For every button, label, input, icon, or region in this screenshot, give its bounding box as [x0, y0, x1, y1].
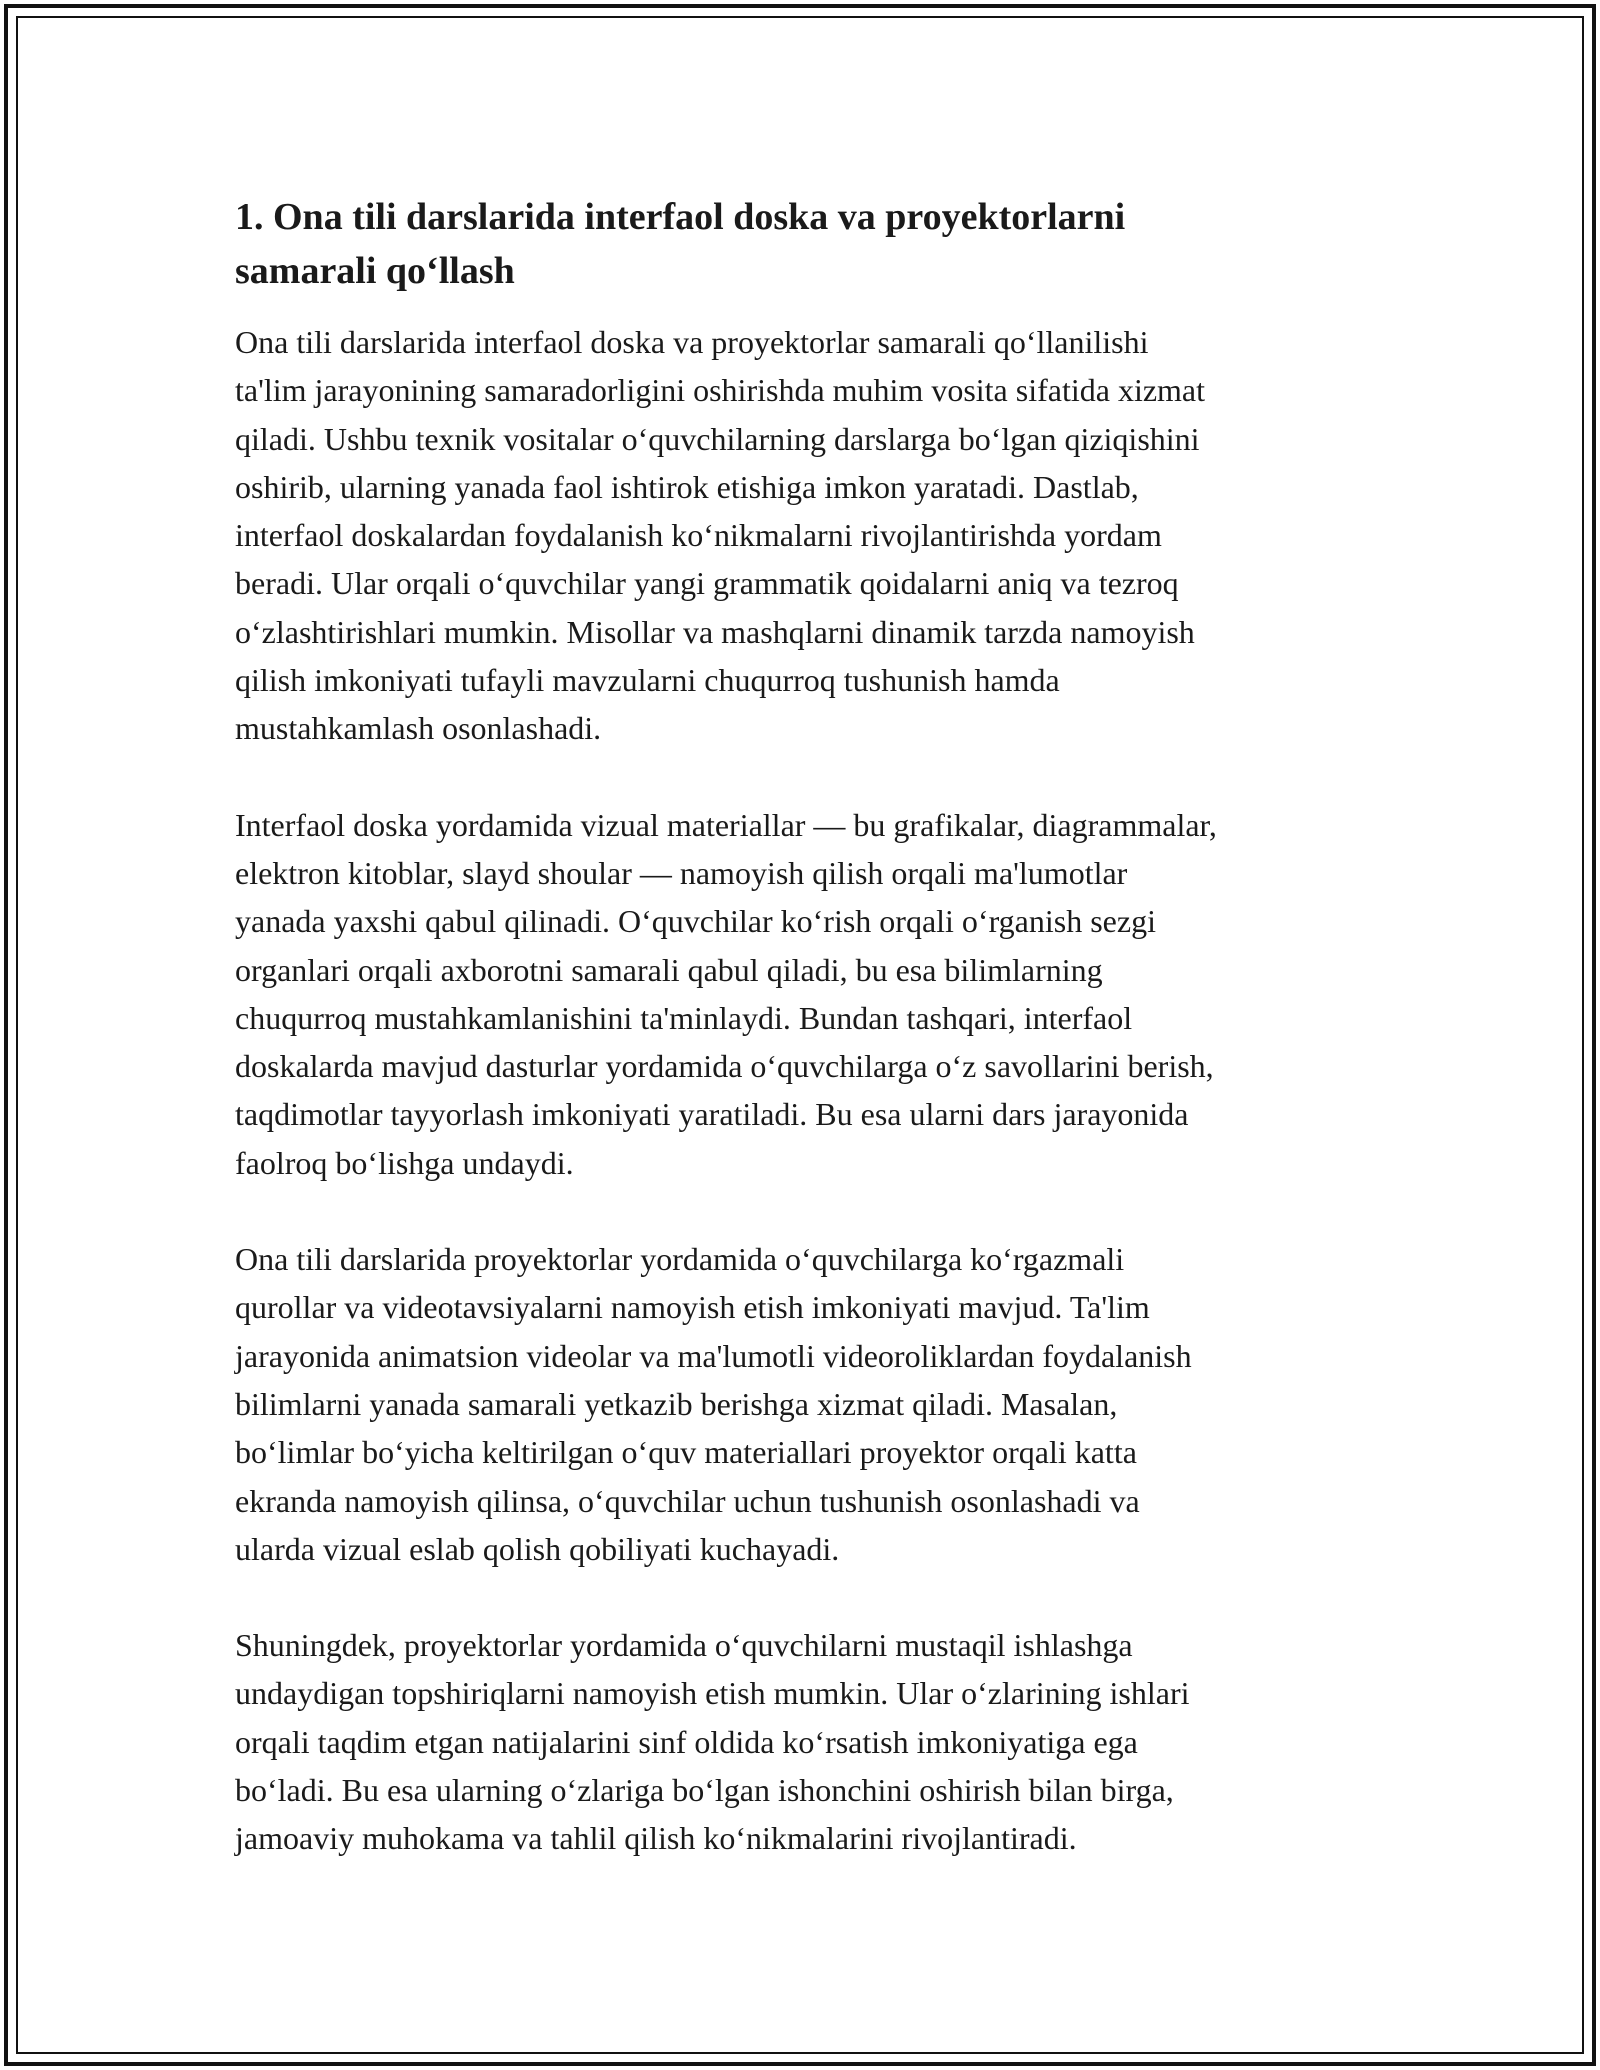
heading-line: samarali qo‘llash [235, 250, 515, 292]
text-line: Shuningdek, proyektorlar yordamida o‘quvchilarni mustaqil ishlashga [235, 1627, 1133, 1664]
text-line: interfaol doskalardan foydalanish ko‘nikmalarni rivojlantirishda yordam [235, 517, 1162, 554]
text-line: bo‘ladi. Bu esa ularning o‘zlariga bo‘lgan ishonchini oshirish bilan birga, [235, 1772, 1174, 1809]
text-line: faolroq bo‘lishga undaydi. [235, 1144, 574, 1181]
text-line: doskalarda mavjud dasturlar yordamida o‘quvchilarga o‘z savollarini berish, [235, 1048, 1214, 1085]
text-line: jarayonida animatsion videolar va ma'lumotli videoroliklardan foydalanish [235, 1337, 1192, 1374]
text-line: ta'lim jarayonining samaradorligini oshirishda muhim vosita sifatida xizmat [235, 372, 1206, 409]
text-line: undaydigan topshiriqlarni namoyish etish mumkin. Ular o‘zlarining ishlari [235, 1675, 1190, 1712]
text-line: oshirib, ularning yanada faol ishtirok etishiga imkon yaratadi. Dastlab, [235, 468, 1139, 505]
paragraph-1 [235, 318, 1375, 753]
section-heading [235, 190, 1375, 298]
text-line: qilish imkoniyati tufayli mavzularni chuqurroq tushunish hamda [235, 662, 1060, 699]
text-line: beradi. Ular orqali o‘quvchilar yangi grammatik qoidalarni aniq va tezroq [235, 565, 1179, 602]
text-line: ularda vizual eslab qolish qobiliyati kuchayadi. [235, 1530, 840, 1567]
text-line: jamoaviy muhokama va tahlil qilish ko‘nikmalarini rivojlantiradi. [235, 1820, 1077, 1857]
text-line: chuqurroq mustahkamlanishini ta'minlaydi. Bundan tashqari, interfaol [235, 999, 1133, 1036]
text-line: o‘zlashtirishlari mumkin. Misollar va mashqlarni dinamik tarzda namoyish [235, 613, 1195, 650]
text-line: orqali taqdim etgan natijalarini sinf oldida ko‘rsatish imkoniyatiga ega [235, 1723, 1138, 1760]
text-line: yanada yaxshi qabul qilinadi. O‘quvchilar ko‘rish orqali o‘rganish sezgi [235, 903, 1156, 940]
text-line: ekranda namoyish qilinsa, o‘quvchilar uchun tushunish osonlashadi va [235, 1482, 1140, 1519]
text-line: mustahkamlash osonlashadi. [235, 710, 602, 747]
text-line: elektron kitoblar, slayd shoular — namoyish qilish orqali ma'lumotlar [235, 854, 1128, 891]
paragraph-2 [235, 801, 1375, 1187]
text-line: Interfaol doska yordamida vizual materiallar — bu grafikalar, diagrammalar, [235, 806, 1217, 843]
text-line: organlari orqali axborotni samarali qabul qiladi, bu esa bilimlarning [235, 951, 1103, 988]
paragraph-4 [235, 1621, 1375, 1862]
heading-line: 1. Ona tili darslarida interfaol doska va proyektorlarni [235, 196, 1126, 238]
text-line: bilimlarni yanada samarali yetkazib berishga xizmat qiladi. Masalan, [235, 1385, 1118, 1422]
text-line: Ona tili darslarida proyektorlar yordamida o‘quvchilarga ko‘rgazmali [235, 1241, 1125, 1278]
text-line: qiladi. Ushbu texnik vositalar o‘quvchilarning darslarga bo‘lgan qiziqishini [235, 420, 1200, 457]
paragraph-3 [235, 1235, 1375, 1573]
document-body [235, 190, 1375, 1911]
text-line: bo‘limlar bo‘yicha keltirilgan o‘quv materiallari proyektor orqali katta [235, 1434, 1137, 1471]
text-line: qurollar va videotavsiyalarni namoyish etish imkoniyati mavjud. Ta'lim [235, 1289, 1150, 1326]
text-line: Ona tili darslarida interfaol doska va proyektorlar samarali qo‘llanilishi [235, 324, 1149, 360]
text-line: taqdimotlar tayyorlash imkoniyati yaratiladi. Bu esa ularni dars jarayonida [235, 1096, 1189, 1133]
